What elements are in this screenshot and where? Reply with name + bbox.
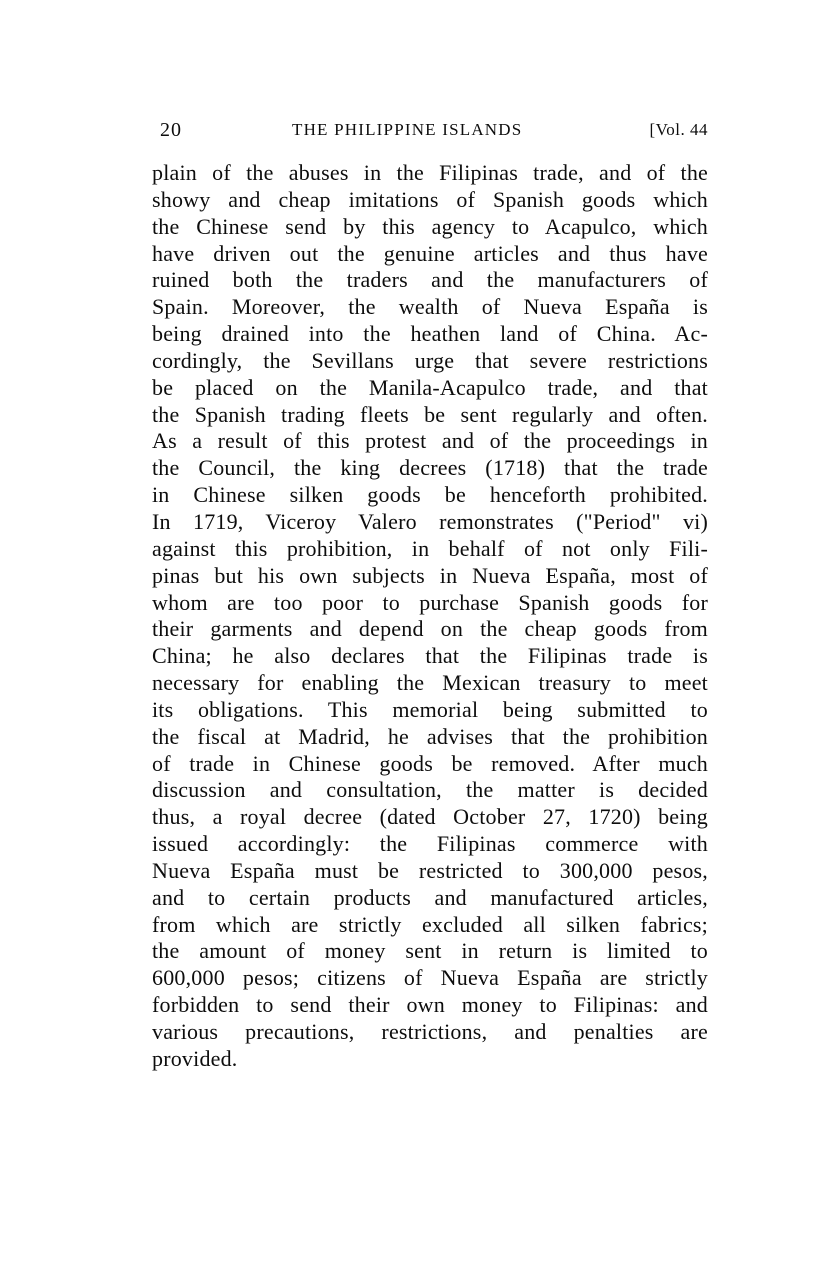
text-line: Nueva España must be restricted to 300,000 pesos,: [152, 857, 708, 883]
text-line: the fiscal at Madrid, he advises that the prohibition: [152, 723, 708, 749]
text-line: plain of the abuses in the Filipinas trade, and of the: [152, 160, 708, 185]
text-line: pinas but his own subjects in Nueva España, most of: [152, 562, 708, 588]
text-line: necessary for enabling the Mexican treasury to meet: [152, 670, 708, 696]
text-line: have driven out the genuine articles and thus have: [152, 240, 708, 266]
text-line: discussion and consultation, the matter is decided: [152, 777, 708, 803]
text-line: 600,000 pesos; citizens of Nueva España are strictly: [152, 965, 708, 991]
page-number: 20: [160, 119, 182, 141]
running-head: [160, 116, 708, 144]
text-line: whom are too poor to purchase Spanish goods for: [152, 589, 708, 615]
text-line: be placed on the Manila-Acapulco trade, and that: [152, 374, 708, 400]
text-line: thus, a royal decree (dated October 27, 1720) being: [152, 804, 708, 830]
text-line: ruined both the traders and the manufacturers of: [152, 267, 708, 293]
text-line: In 1719, Viceroy Valero remonstrates ("Period" vi): [152, 508, 708, 534]
volume-label: [Vol. 44: [649, 120, 708, 139]
text-line: provided.: [152, 1045, 238, 1071]
text-line: the amount of money sent in return is limited to: [152, 938, 708, 964]
text-line: in Chinese silken goods be henceforth prohibited.: [152, 482, 708, 508]
text-line: the Council, the king decrees (1718) that the trade: [152, 455, 708, 481]
text-line: As a result of this protest and of the proceedings in: [152, 428, 708, 454]
body-paragraph: [152, 160, 708, 1073]
text-line: cordingly, the Sevillans urge that severe restrictions: [152, 347, 708, 373]
text-line: the Spanish trading fleets be sent regularly and often.: [152, 401, 708, 427]
text-line: issued accordingly: the Filipinas commerce with: [152, 831, 708, 857]
text-line: showy and cheap imitations of Spanish goods which: [152, 186, 708, 212]
text-line: their garments and depend on the cheap goods from: [152, 616, 708, 642]
running-title: THE PHILIPPINE ISLANDS: [292, 120, 523, 139]
text-line: various precautions, restrictions, and penalties are: [152, 1019, 708, 1044]
text-line: and to certain products and manufactured articles,: [152, 884, 708, 910]
text-line: its obligations. This memorial being submitted to: [152, 696, 708, 722]
text-line: Spain. Moreover, the wealth of Nueva España is: [152, 294, 708, 320]
text-line: of trade in Chinese goods be removed. After much: [152, 750, 708, 776]
text-line: the Chinese send by this agency to Acapulco, which: [152, 213, 708, 239]
text-line: China; he also declares that the Filipinas trade is: [152, 643, 708, 669]
text-line: being drained into the heathen land of China. Ac-: [152, 321, 708, 347]
text-line: from which are strictly excluded all silken fabrics;: [152, 911, 708, 937]
text-line: forbidden to send their own money to Filipinas: and: [152, 992, 708, 1018]
text-line: against this prohibition, in behalf of not only Fili-: [152, 535, 708, 561]
